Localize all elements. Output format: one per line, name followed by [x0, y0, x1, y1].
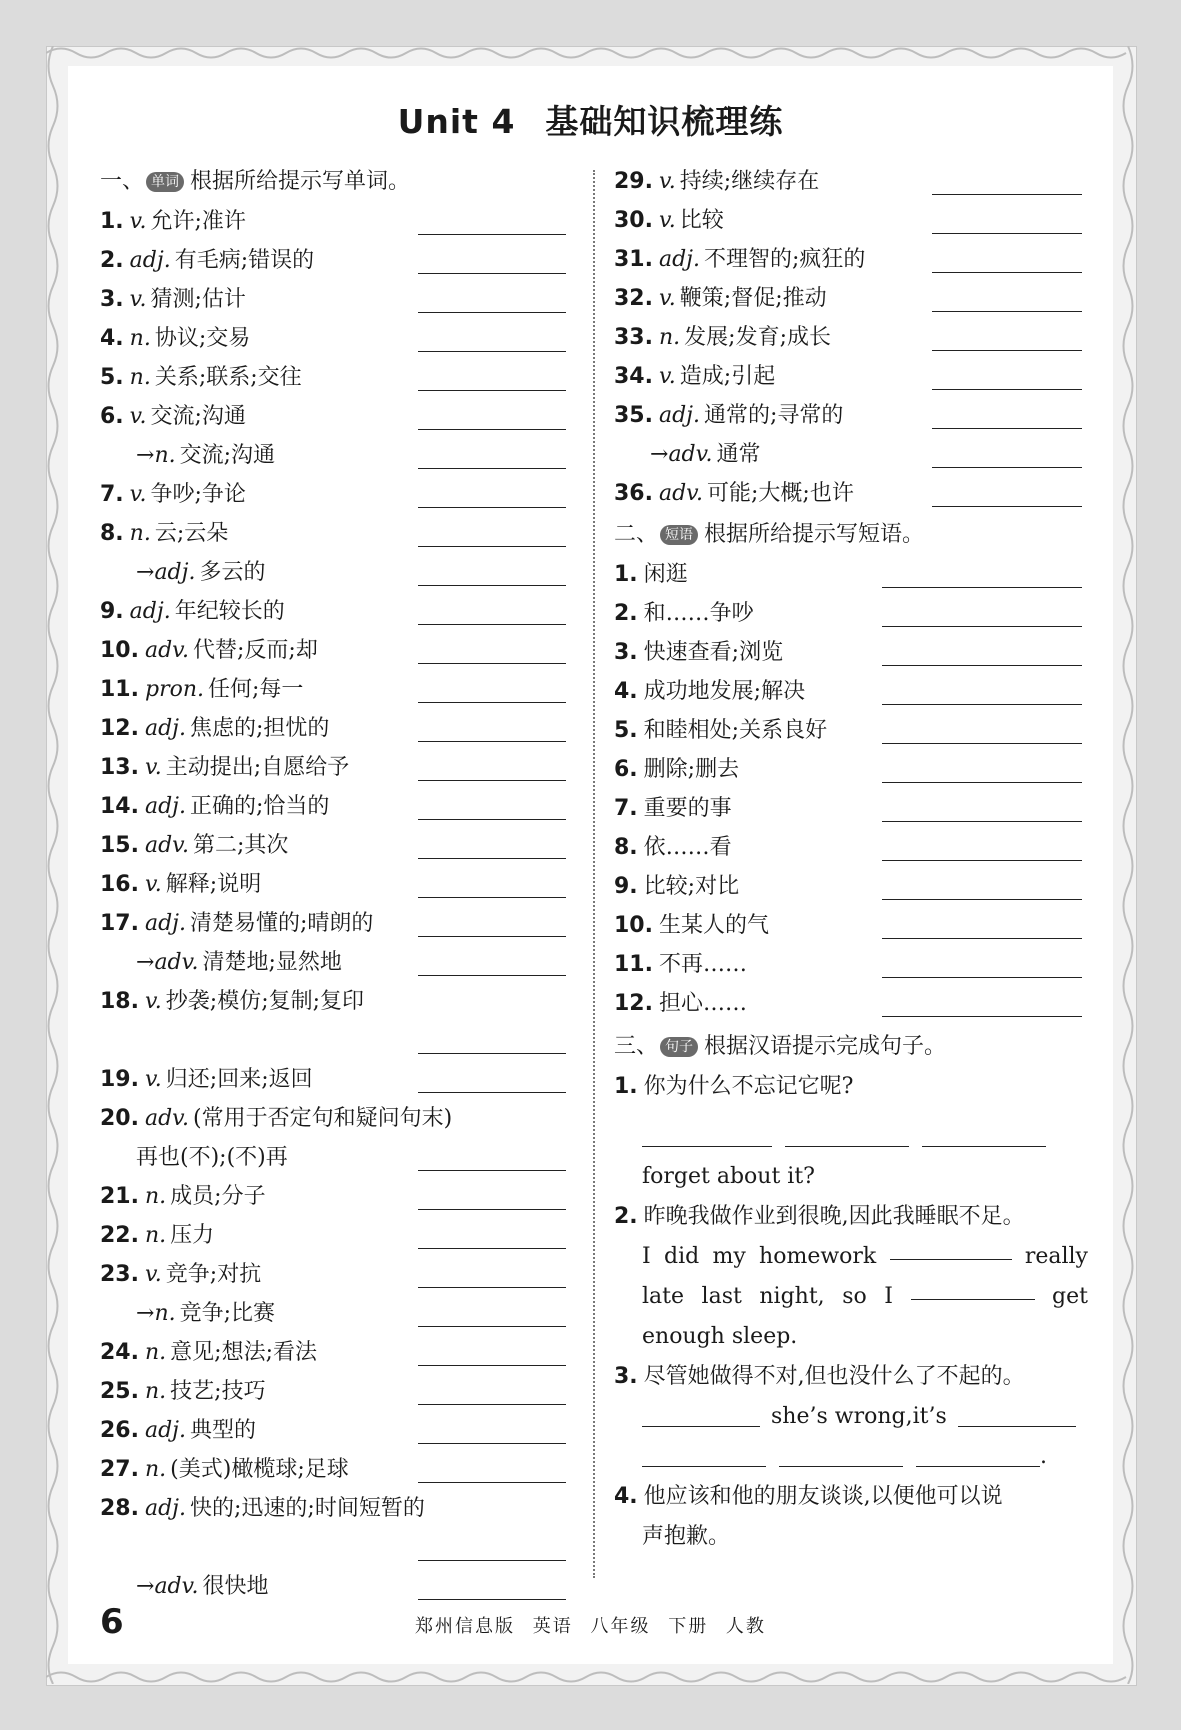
- item-number: 5.: [100, 365, 124, 390]
- wavy-border-bottom: [46, 1668, 1135, 1686]
- item-hint: 成功地发展;解决: [643, 679, 806, 704]
- answer-blank[interactable]: [418, 429, 566, 430]
- phrase-list: [614, 555, 1088, 1023]
- item-number: 19.: [100, 1067, 139, 1092]
- answer-blank[interactable]: [882, 626, 1082, 627]
- item-hint: 归还;回来;返回: [165, 1067, 313, 1092]
- answer-line-row: [100, 1528, 580, 1567]
- item-number: 9.: [100, 599, 124, 624]
- item-number: 13.: [100, 755, 139, 780]
- part-of-speech: v.: [144, 1067, 162, 1092]
- item-hint: 第二;其次: [193, 833, 289, 858]
- item-number: 23.: [100, 1262, 139, 1287]
- item-hint: 交流;沟通: [179, 443, 276, 468]
- item-number: 30.: [614, 208, 653, 233]
- part-of-speech: adv.: [144, 1106, 189, 1131]
- word-item: [100, 904, 580, 943]
- answer-blank[interactable]: [418, 1053, 566, 1054]
- part-of-speech: adj.: [129, 248, 171, 273]
- answer-blank[interactable]: [882, 782, 1082, 783]
- answer-blank[interactable]: [882, 587, 1082, 588]
- answer-blank[interactable]: [418, 468, 566, 469]
- word-item: [100, 631, 580, 670]
- answer-blank[interactable]: [916, 1444, 1040, 1467]
- part-of-speech: v.: [144, 755, 162, 780]
- item-number: 12.: [614, 991, 653, 1016]
- answer-blank[interactable]: [882, 1016, 1082, 1017]
- part-of-speech: n.: [144, 1223, 167, 1248]
- item-number: 25.: [100, 1379, 139, 1404]
- item-number: 4.: [614, 679, 638, 704]
- answer-blank[interactable]: [418, 1404, 566, 1405]
- item-number: 10.: [100, 638, 139, 663]
- sentence-3: 3. 尽管她做得不对,但也没什么了不起的。 she’s wrong,it’s .: [614, 1357, 1088, 1477]
- answer-blank[interactable]: [418, 1170, 566, 1171]
- column-divider: [593, 170, 595, 1578]
- item-number: 4.: [100, 326, 124, 351]
- word-item: [614, 396, 1088, 435]
- answer-blank[interactable]: [418, 351, 566, 352]
- word-item: [100, 475, 580, 514]
- item-hint: 不理智的;疯狂的: [704, 247, 866, 272]
- answer-blank[interactable]: [642, 1124, 772, 1147]
- answer-blank[interactable]: [418, 1209, 566, 1210]
- arrow-icon: →: [136, 443, 155, 468]
- word-item: [614, 474, 1088, 513]
- answer-blank[interactable]: [418, 1248, 566, 1249]
- part-of-speech: adv.: [144, 638, 189, 663]
- sentence-1: 1. 你为什么不忘记它呢? forget about it?: [614, 1067, 1088, 1197]
- item-hint: 抄袭;模仿;复制;复印: [165, 989, 365, 1014]
- item-number: 7.: [614, 796, 638, 821]
- phrase-item: [614, 555, 1088, 594]
- answer-blank[interactable]: [932, 194, 1082, 195]
- section-3-heading: 三、 句子 根据汉语提示完成句子。: [614, 1034, 947, 1059]
- section-1-heading: 一、 单词 根据所给提示写单词。: [100, 169, 411, 194]
- answer-blank[interactable]: [932, 350, 1082, 351]
- item-number: 27.: [100, 1457, 139, 1482]
- item-hint: 关系;联系;交往: [154, 365, 302, 390]
- part-of-speech: adv.: [154, 1574, 199, 1599]
- word-item: [100, 1177, 580, 1216]
- word-item: [614, 318, 1088, 357]
- part-of-speech: v.: [129, 287, 147, 312]
- word-item: [100, 202, 580, 241]
- answer-blank[interactable]: [418, 936, 566, 937]
- item-hint: 生某人的气: [658, 913, 769, 938]
- item-number: 7.: [100, 482, 124, 507]
- arrow-icon: →: [136, 1574, 155, 1599]
- phrase-item: [614, 672, 1088, 711]
- part-of-speech: n.: [129, 326, 151, 351]
- item-number: 21.: [100, 1184, 139, 1209]
- item-hint: 年纪较长的: [174, 599, 285, 624]
- word-item: [100, 397, 580, 436]
- answer-blank[interactable]: [418, 1287, 566, 1288]
- item-hint: (常用于否定句和疑问句末): [193, 1106, 453, 1131]
- answer-blank[interactable]: [642, 1444, 766, 1467]
- arrow-icon: →: [650, 442, 669, 467]
- word-item: [100, 1255, 580, 1294]
- part-of-speech: v.: [658, 286, 676, 311]
- unit-label: Unit 4: [397, 102, 516, 141]
- word-item: [614, 201, 1088, 240]
- part-of-speech: n.: [144, 1340, 167, 1365]
- item-hint: 正确的;恰当的: [190, 794, 330, 819]
- answer-blank[interactable]: [418, 1092, 566, 1093]
- left-column: [100, 162, 580, 1606]
- word-item: [100, 1411, 580, 1450]
- sentence-2: 2. 昨晚我做作业到很晚,因此我睡眠不足。 I did my homework really late last night, so I get enough sleep.: [614, 1204, 1088, 1349]
- part-of-speech: n.: [144, 1457, 167, 1482]
- answer-blank[interactable]: [418, 273, 566, 274]
- word-item-derivative: [100, 436, 580, 475]
- answer-blank[interactable]: [882, 977, 1082, 978]
- word-item: [100, 514, 580, 553]
- page-title: [68, 96, 1113, 143]
- item-hint: 解释;说明: [165, 872, 262, 897]
- part-of-speech: adj.: [658, 247, 700, 272]
- item-number: 9.: [614, 874, 638, 899]
- part-of-speech: v.: [144, 989, 162, 1014]
- answer-blank[interactable]: [418, 312, 566, 313]
- answer-blank[interactable]: [418, 1482, 566, 1483]
- word-item: [614, 279, 1088, 318]
- word-item: [100, 787, 580, 826]
- item-hint: 比较;对比: [643, 874, 740, 899]
- item-number: 15.: [100, 833, 139, 858]
- item-number: 14.: [100, 794, 139, 819]
- word-item: [100, 826, 580, 865]
- item-number: 6.: [614, 757, 638, 782]
- part-of-speech: adj.: [144, 911, 186, 936]
- word-item: [100, 1216, 580, 1255]
- item-number: 26.: [100, 1418, 139, 1443]
- item-hint: 允许;准许: [150, 209, 246, 234]
- phrase-item: [614, 750, 1088, 789]
- word-item: [614, 162, 1088, 201]
- item-hint: 快的;迅速的;时间短暂的: [190, 1496, 425, 1521]
- item-number: 31.: [614, 247, 653, 272]
- arrow-icon: →: [136, 950, 155, 975]
- phrase-item: [614, 984, 1088, 1023]
- item-hint: 不再……: [658, 952, 747, 977]
- word-item: [100, 280, 580, 319]
- item-hint: 比较: [679, 208, 724, 233]
- item-number: 12.: [100, 716, 139, 741]
- answer-blank[interactable]: [958, 1404, 1076, 1427]
- item-hint: 删除;删去: [643, 757, 740, 782]
- word-item: [100, 1372, 580, 1411]
- item-number: 24.: [100, 1340, 139, 1365]
- item-number: 33.: [614, 325, 653, 350]
- part-of-speech: n.: [129, 521, 151, 546]
- wavy-border-left: [44, 46, 62, 1684]
- item-hint: 争吵;争论: [150, 482, 246, 507]
- item-hint: 造成;引起: [679, 364, 776, 389]
- section-3-badge: 句子: [660, 1037, 698, 1057]
- item-number: 6.: [100, 404, 124, 429]
- item-hint: 主动提出;自愿给予: [165, 755, 350, 780]
- part-of-speech: adj.: [129, 599, 171, 624]
- answer-blank[interactable]: [418, 741, 566, 742]
- item-hint: 清楚地;显然地: [202, 950, 342, 975]
- phrase-item: [614, 828, 1088, 867]
- answer-blank[interactable]: [418, 819, 566, 820]
- part-of-speech: n.: [154, 443, 176, 468]
- word-item: [100, 241, 580, 280]
- answer-blank[interactable]: [418, 663, 566, 664]
- part-of-speech: v.: [658, 208, 676, 233]
- word-item: [100, 1489, 580, 1528]
- word-item: [100, 1060, 580, 1099]
- item-number: 34.: [614, 364, 653, 389]
- answer-blank[interactable]: [418, 1365, 566, 1366]
- item-hint: 焦虑的;担忧的: [190, 716, 330, 741]
- phrase-item: [614, 594, 1088, 633]
- item-hint: 交流;沟通: [150, 404, 246, 429]
- phrase-item: [614, 867, 1088, 906]
- answer-blank[interactable]: [418, 1443, 566, 1444]
- item-hint: 重要的事: [643, 796, 732, 821]
- answer-blank[interactable]: [932, 428, 1082, 429]
- item-number: 10.: [614, 913, 653, 938]
- item-hint: 发展;发育;成长: [684, 325, 831, 350]
- item-hint: 通常: [716, 442, 761, 467]
- part-of-speech: n.: [154, 1301, 176, 1326]
- answer-blank[interactable]: [882, 860, 1082, 861]
- word-item: [100, 865, 580, 904]
- answer-blank[interactable]: [418, 975, 566, 976]
- item-hint: 闲逛: [643, 562, 688, 587]
- part-of-speech: v.: [129, 482, 147, 507]
- part-of-speech: adv.: [658, 481, 703, 506]
- answer-blank[interactable]: [418, 702, 566, 703]
- wavy-border-top: [46, 44, 1135, 62]
- item-hint: 典型的: [190, 1418, 257, 1443]
- word-item: [100, 1333, 580, 1372]
- answer-blank[interactable]: [882, 743, 1082, 744]
- item-number: 29.: [614, 169, 653, 194]
- item-number: 16.: [100, 872, 139, 897]
- item-hint: 和……争吵: [643, 601, 754, 626]
- item-hint-continued: 再也(不);(不)再: [136, 1145, 288, 1170]
- phrase-item: [614, 945, 1088, 984]
- item-hint: 协议;交易: [154, 326, 251, 351]
- answer-blank[interactable]: [882, 704, 1082, 705]
- word-item: [100, 1099, 580, 1138]
- answer-blank[interactable]: [779, 1444, 903, 1467]
- item-number: 17.: [100, 911, 139, 936]
- word-item-derivative: [614, 435, 1088, 474]
- item-hint: 代替;反而;却: [193, 638, 318, 663]
- item-hint: 任何;每一: [208, 677, 304, 702]
- phrase-item: [614, 789, 1088, 828]
- item-number: 11.: [614, 952, 653, 977]
- item-hint: 压力: [170, 1223, 215, 1248]
- answer-blank[interactable]: [418, 390, 566, 391]
- word-item: [614, 357, 1088, 396]
- answer-blank[interactable]: [911, 1277, 1035, 1300]
- answer-blank[interactable]: [890, 1237, 1012, 1260]
- phrase-item: [614, 633, 1088, 672]
- word-item: [614, 240, 1088, 279]
- item-hint: 和睦相处;关系良好: [643, 718, 828, 743]
- part-of-speech: v.: [658, 169, 676, 194]
- answer-blank[interactable]: [418, 507, 566, 508]
- word-item: [100, 592, 580, 631]
- answer-blank[interactable]: [882, 821, 1082, 822]
- worksheet-page: [68, 66, 1113, 1664]
- item-number: 20.: [100, 1106, 139, 1131]
- part-of-speech: adj.: [658, 403, 700, 428]
- wavy-border-right: [1119, 46, 1137, 1684]
- title-text: 基础知识梳理练: [545, 102, 784, 141]
- item-number: 2.: [100, 248, 124, 273]
- item-number: 35.: [614, 403, 653, 428]
- item-number: 18.: [100, 989, 139, 1014]
- part-of-speech: n.: [144, 1184, 167, 1209]
- part-of-speech: adj.: [144, 716, 186, 741]
- item-number: 5.: [614, 718, 638, 743]
- answer-blank[interactable]: [418, 1326, 566, 1327]
- item-hint: 技艺;技巧: [170, 1379, 266, 1404]
- answer-blank[interactable]: [642, 1404, 760, 1427]
- page-footer: [68, 1602, 1113, 1646]
- word-item: [100, 670, 580, 709]
- part-of-speech: v.: [129, 209, 147, 234]
- answer-blank[interactable]: [785, 1124, 909, 1147]
- part-of-speech: adj.: [144, 1496, 186, 1521]
- answer-blank[interactable]: [418, 546, 566, 547]
- word-item: [100, 1450, 580, 1489]
- item-hint: 云;云朵: [154, 521, 229, 546]
- word-item: [100, 358, 580, 397]
- part-of-speech: adv.: [668, 442, 713, 467]
- word-list-left: [100, 202, 580, 1606]
- item-hint: 很快地: [202, 1574, 269, 1599]
- item-hint: 有毛病;错误的: [174, 248, 315, 273]
- answer-blank[interactable]: [418, 780, 566, 781]
- part-of-speech: v.: [658, 364, 676, 389]
- part-of-speech: adj.: [154, 560, 196, 585]
- item-hint: 持续;继续存在: [679, 169, 820, 194]
- answer-blank[interactable]: [418, 624, 566, 625]
- item-hint: 意见;想法;看法: [170, 1340, 317, 1365]
- part-of-speech: adv.: [154, 950, 199, 975]
- answer-blank[interactable]: [922, 1124, 1046, 1147]
- item-hint: 猜测;估计: [150, 287, 246, 312]
- part-of-speech: pron.: [144, 677, 204, 702]
- answer-blank[interactable]: [418, 1560, 566, 1561]
- item-number: 3.: [100, 287, 124, 312]
- item-hint: (美式)橄榄球;足球: [170, 1457, 349, 1482]
- word-item-derivative: [100, 1567, 580, 1606]
- footer-caption: 郑州信息版 英语 八年级 下册 人教: [415, 1616, 766, 1637]
- item-number: 8.: [100, 521, 124, 546]
- item-hint: 竞争;对抗: [165, 1262, 262, 1287]
- section-2-badge: 短语: [660, 525, 698, 545]
- part-of-speech: n.: [658, 325, 681, 350]
- word-item-derivative: [100, 943, 580, 982]
- part-of-speech: n.: [144, 1379, 167, 1404]
- section-1-badge: 单词: [146, 172, 184, 192]
- item-number: 2.: [614, 601, 638, 626]
- item-number: 22.: [100, 1223, 139, 1248]
- section-2-heading: 二、 短语 根据所给提示写短语。: [614, 522, 925, 547]
- answer-blank[interactable]: [932, 389, 1082, 390]
- part-of-speech: adv.: [144, 833, 189, 858]
- word-item: [100, 319, 580, 358]
- item-hint: 鞭策;督促;推动: [679, 286, 827, 311]
- item-hint: 担心……: [658, 991, 747, 1016]
- item-hint: 多云的: [199, 560, 266, 585]
- item-number: 36.: [614, 481, 653, 506]
- word-item-continued: [100, 1138, 580, 1177]
- item-number: 11.: [100, 677, 139, 702]
- item-hint: 依……看: [643, 835, 732, 860]
- item-hint: 竞争;比赛: [179, 1301, 276, 1326]
- part-of-speech: v.: [129, 404, 147, 429]
- arrow-icon: →: [136, 1301, 155, 1326]
- answer-blank[interactable]: [882, 899, 1082, 900]
- word-item: [100, 709, 580, 748]
- answer-blank[interactable]: [418, 897, 566, 898]
- item-number: 3.: [614, 640, 638, 665]
- part-of-speech: adj.: [144, 1418, 186, 1443]
- answer-blank[interactable]: [418, 858, 566, 859]
- answer-blank[interactable]: [932, 311, 1082, 312]
- answer-blank[interactable]: [932, 272, 1082, 273]
- word-list-right: [614, 162, 1088, 513]
- item-number: 8.: [614, 835, 638, 860]
- answer-blank[interactable]: [418, 585, 566, 586]
- word-item-derivative: [100, 1294, 580, 1333]
- answer-blank[interactable]: [932, 467, 1082, 468]
- answer-blank[interactable]: [418, 1599, 566, 1600]
- part-of-speech: n.: [129, 365, 151, 390]
- item-hint: 快速查看;浏览: [643, 640, 784, 665]
- word-item-derivative: [100, 553, 580, 592]
- item-hint: 清楚易懂的;晴朗的: [190, 911, 374, 936]
- arrow-icon: →: [136, 560, 155, 585]
- item-number: 1.: [100, 209, 124, 234]
- part-of-speech: adj.: [144, 794, 186, 819]
- right-column: [614, 162, 1088, 1557]
- answer-blank[interactable]: [418, 234, 566, 235]
- sentence-4: 4. 他应该和他的朋友谈谈,以便他可以说 声抱歉。: [614, 1484, 1003, 1549]
- answer-blank[interactable]: [882, 665, 1082, 666]
- answer-blank[interactable]: [932, 506, 1082, 507]
- item-number: 32.: [614, 286, 653, 311]
- item-number: 28.: [100, 1496, 139, 1521]
- item-hint: 可能;大概;也许: [707, 481, 854, 506]
- word-item: [100, 982, 580, 1060]
- word-item: [100, 748, 580, 787]
- part-of-speech: v.: [144, 1262, 162, 1287]
- phrase-item: [614, 711, 1088, 750]
- part-of-speech: v.: [144, 872, 162, 897]
- answer-blank[interactable]: [882, 938, 1082, 939]
- answer-blank[interactable]: [932, 233, 1082, 234]
- page-number: 6: [100, 1602, 124, 1642]
- item-hint: 成员;分子: [170, 1184, 266, 1209]
- item-number: 1.: [614, 562, 638, 587]
- item-hint: 通常的;寻常的: [704, 403, 844, 428]
- phrase-item: [614, 906, 1088, 945]
